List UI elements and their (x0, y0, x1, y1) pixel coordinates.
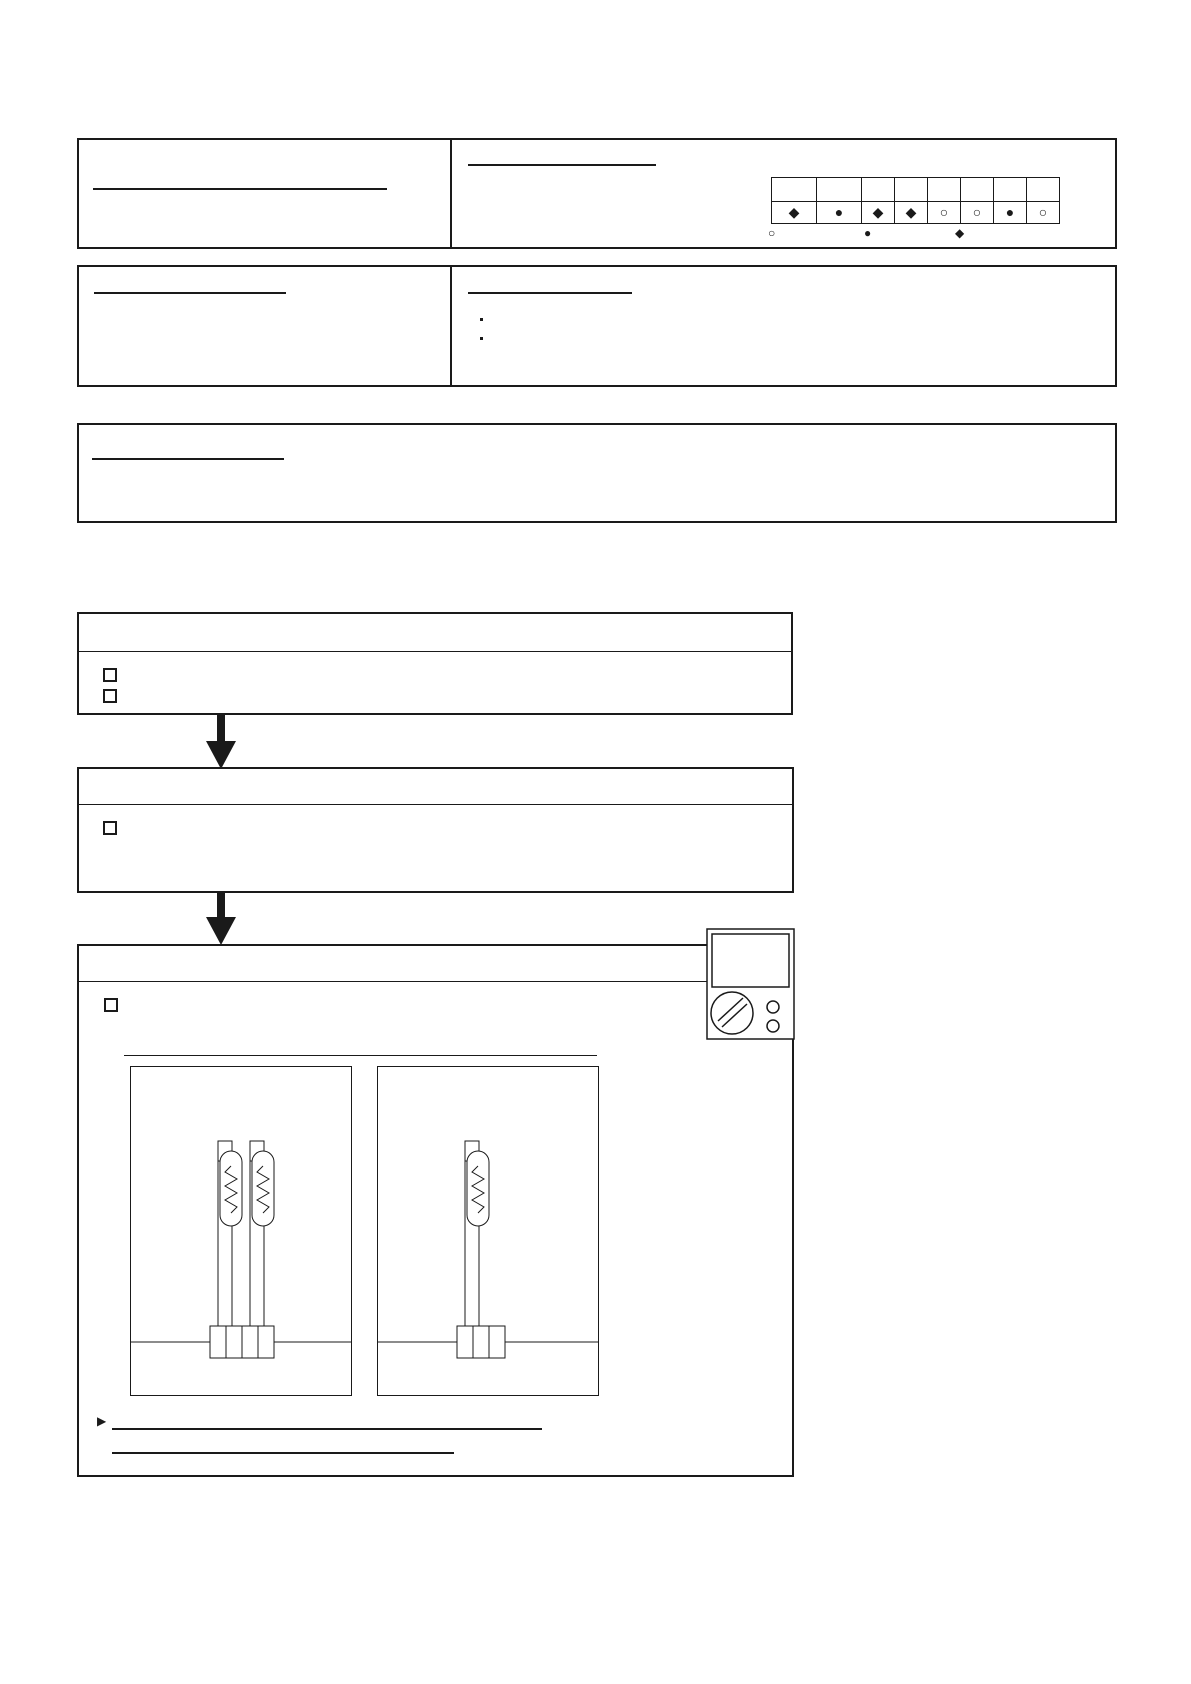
legend-open-circle-icon: ○ (768, 226, 776, 240)
checkbox-icon (103, 668, 117, 682)
flow-step-1-header-rule (77, 651, 793, 652)
flow-step-2-header-rule (77, 804, 794, 805)
bullet-dot (480, 318, 483, 321)
info-box-middle-divider (450, 265, 452, 387)
blank-line-left-1 (93, 188, 387, 190)
indicator-header-cell (994, 178, 1027, 202)
legend-filled-circle-icon: ● (864, 226, 872, 240)
filled-circle-icon: ● (817, 202, 862, 224)
legend-diamond-icon: ◆ (955, 226, 965, 240)
flow-arrow-down-icon (206, 715, 236, 769)
blank-line-right-1 (468, 164, 656, 166)
blank-line-right-2 (468, 292, 632, 294)
reference-line-1 (112, 1428, 542, 1430)
info-box-top-divider (450, 138, 452, 249)
info-box-middle (77, 265, 1117, 387)
flow-step-3-header-rule (77, 981, 707, 982)
indicator-header-cell (961, 178, 994, 202)
indicator-header-cell (1027, 178, 1060, 202)
double-thermistor-diagram (130, 1066, 352, 1396)
flow-step-1 (77, 612, 793, 715)
diamond-icon: ◆ (862, 202, 895, 224)
diamond-icon: ◆ (895, 202, 928, 224)
blank-line-wide (92, 458, 284, 460)
blank-line-left-2 (94, 292, 286, 294)
indicator-header-cell (772, 178, 817, 202)
checkbox-icon (104, 998, 118, 1012)
flow-step-2 (77, 767, 794, 893)
checkbox-icon (103, 821, 117, 835)
diagram-caption-rule (124, 1055, 597, 1056)
indicator-table (771, 177, 1060, 224)
indicator-header-cell (895, 178, 928, 202)
indicator-header-cell (817, 178, 862, 202)
diamond-icon: ◆ (772, 202, 817, 224)
open-circle-icon: ○ (928, 202, 961, 224)
checkbox-icon (103, 689, 117, 703)
open-circle-icon: ○ (961, 202, 994, 224)
flow-arrow-down-icon (206, 893, 236, 945)
reference-line-2 (112, 1452, 454, 1454)
bullet-dot (480, 337, 483, 340)
reference-arrow-icon: ▶ (97, 1414, 107, 1428)
multimeter-icon (706, 928, 795, 1040)
indicator-header-cell (862, 178, 895, 202)
info-box-wide (77, 423, 1117, 523)
single-thermistor-diagram (377, 1066, 599, 1396)
open-circle-icon: ○ (1027, 202, 1060, 224)
filled-circle-icon: ● (994, 202, 1027, 224)
indicator-header-cell (928, 178, 961, 202)
